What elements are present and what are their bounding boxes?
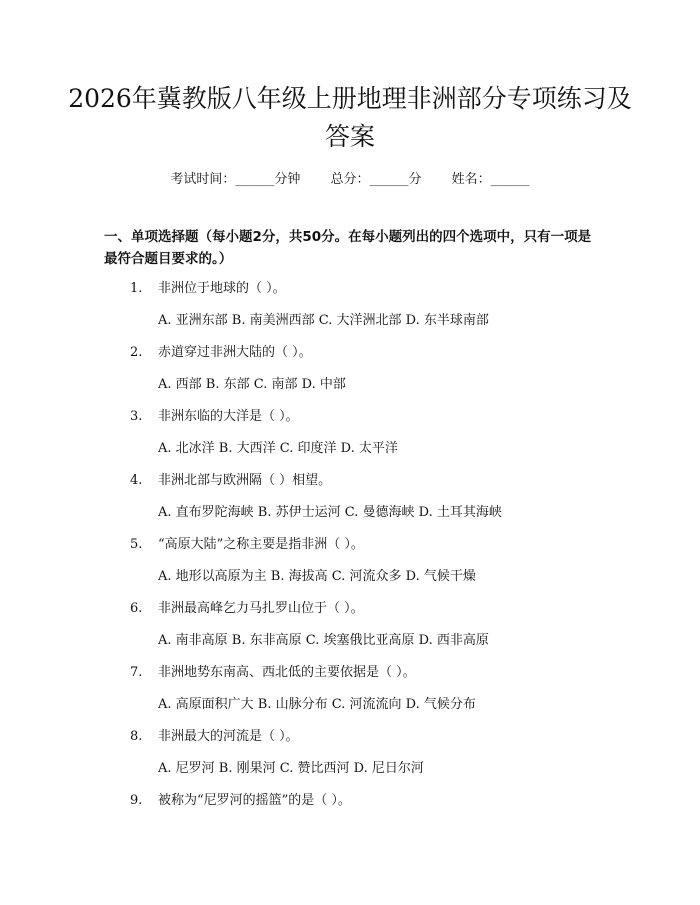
question-number: 6. — [130, 601, 143, 616]
question-text: 非洲北部与欧洲隔（ ）相望。 — [158, 473, 332, 488]
question-text: 非洲东临的大洋是（ ）。 — [158, 409, 299, 424]
question — [130, 343, 610, 363]
question-number: 4. — [130, 473, 143, 488]
question-number: 5. — [130, 537, 143, 552]
question — [130, 791, 610, 811]
question — [130, 279, 610, 299]
question-options: A. 北冰洋 B. 大西洋 C. 印度洋 D. 太平洋 — [158, 441, 398, 456]
student-name: 姓名：______ — [451, 172, 530, 187]
question-options: A. 高原面积广大 B. 山脉分布 C. 河流流向 D. 气候分布 — [158, 697, 476, 712]
exam-info — [0, 168, 700, 187]
question-number: 8. — [130, 729, 143, 744]
question-text: 非洲位于地球的（ ）。 — [158, 281, 286, 296]
section-heading: 一、单项选择题（每小题2分，共50分。在每小题列出的四个选项中，只有一项是最符合题目要求的。） — [104, 229, 592, 267]
question — [130, 599, 610, 619]
question-text: 非洲地势东南高、西北低的主要依据是（ ）。 — [158, 665, 416, 680]
question-number: 2. — [130, 345, 143, 360]
question-text: 被称为“尼罗河的摇篮”的是（ ）。 — [158, 793, 351, 808]
question — [130, 535, 610, 555]
question — [130, 471, 610, 491]
question-options: A. 尼罗河 B. 刚果河 C. 赞比西河 D. 尼日尔河 — [158, 761, 424, 776]
question — [130, 663, 610, 683]
page-title: 2026年冀教版八年级上册地理非洲部分专项练习及答案 — [68, 84, 632, 151]
question-number: 9. — [130, 793, 143, 808]
exam-time: 考试时间：______分钟 — [170, 172, 301, 187]
question-text: 非洲最高峰乞力马扎罗山位于（ ）。 — [158, 601, 364, 616]
question-number: 3. — [130, 409, 143, 424]
question-options: A. 西部 B. 东部 C. 南部 D. 中部 — [158, 377, 346, 392]
question-options: A. 地形以高原为主 B. 海拔高 C. 河流众多 D. 气候干燥 — [158, 569, 476, 584]
question-options: A. 亚洲东部 B. 南美洲西部 C. 大洋洲北部 D. 东半球南部 — [158, 313, 489, 328]
question-text: 非洲最大的河流是（ ）。 — [158, 729, 299, 744]
question — [130, 407, 610, 427]
question-options: A. 南非高原 B. 东非高原 C. 埃塞俄比亚高原 D. 西非高原 — [158, 633, 489, 648]
question-text: 赤道穿过非洲大陆的（ ）。 — [158, 345, 312, 360]
question-number: 7. — [130, 665, 143, 680]
question-text: “高原大陆”之称主要是指非洲（ ）。 — [158, 537, 364, 552]
question-number: 1. — [130, 281, 143, 296]
question — [130, 727, 610, 747]
total-score: 总分：______分 — [330, 172, 422, 187]
question-options: A. 直布罗陀海峡 B. 苏伊士运河 C. 曼德海峡 D. 土耳其海峡 — [158, 505, 502, 520]
